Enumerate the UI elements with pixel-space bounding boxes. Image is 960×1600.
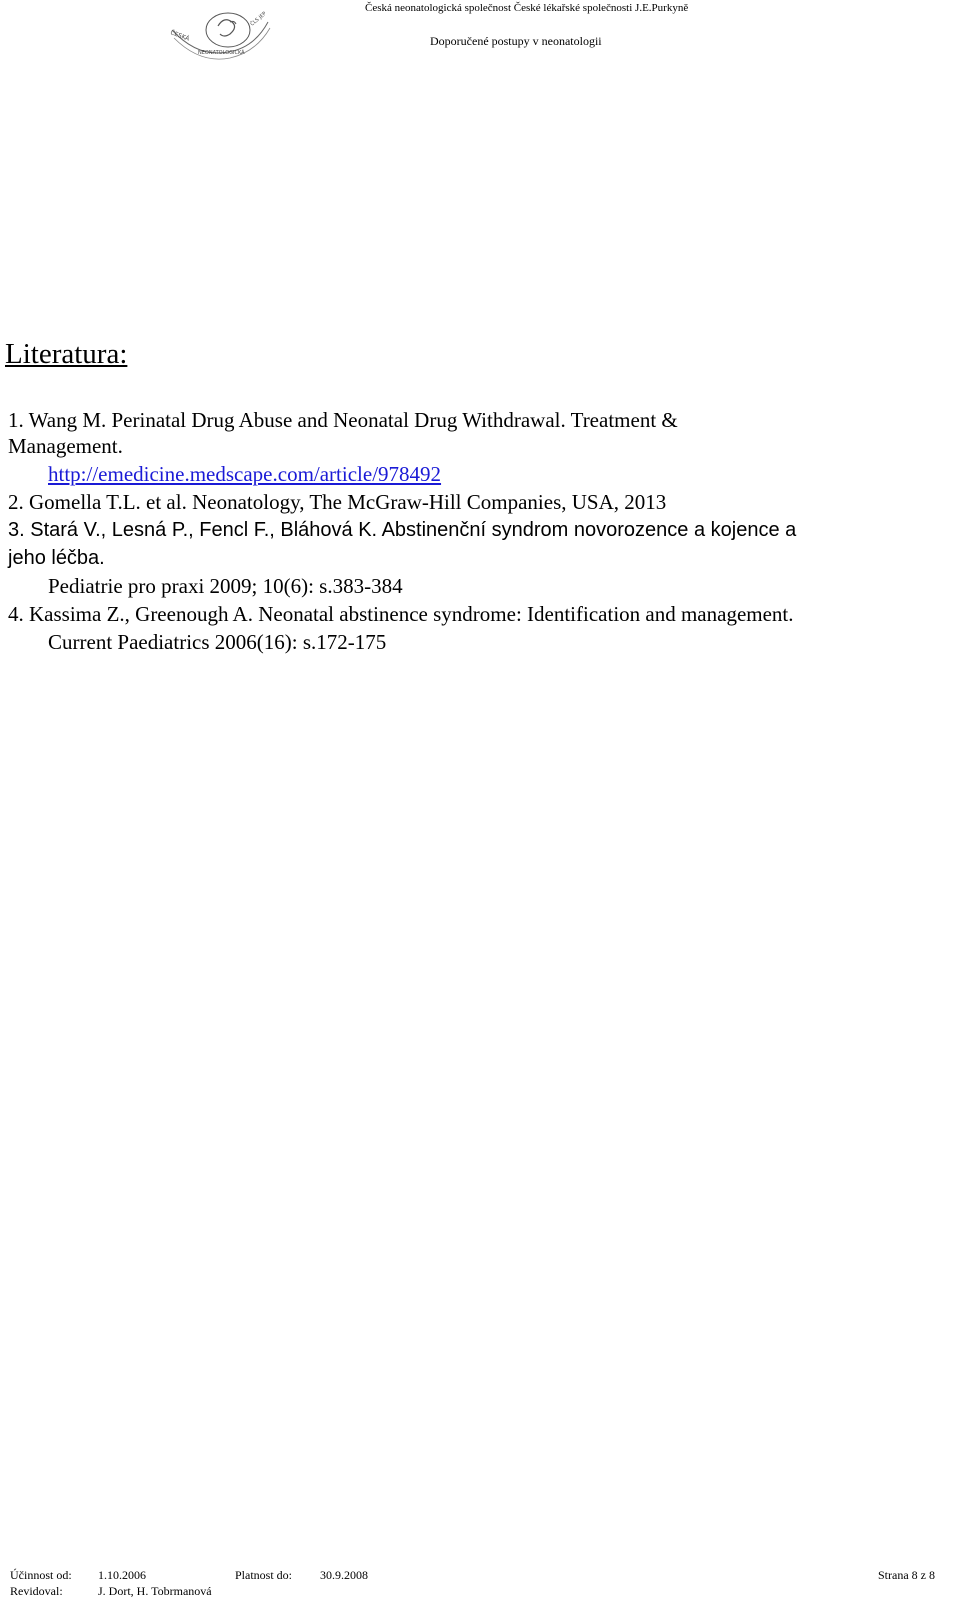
reference-1-line-1: 1. Wang M. Perinatal Drug Abuse and Neonatal Drug Withdrawal. Treatment & <box>8 408 678 432</box>
footer-ucinnost-value: 1.10.2006 <box>98 1568 146 1582</box>
svg-text:NEONATOLOGICKÁ: NEONATOLOGICKÁ <box>198 50 245 56</box>
reference-1-line-2: Management. <box>8 434 123 458</box>
reference-3-line-3: Pediatrie pro praxi 2009; 10(6): s.383-384 <box>48 574 403 598</box>
literature-heading: Literatura: <box>5 338 128 370</box>
footer-revidoval-value: J. Dort, H. Tobrmanová <box>98 1584 212 1598</box>
svg-text:ČLS JEP: ČLS JEP <box>249 10 268 28</box>
header-subtitle: Doporučené postupy v neonatologii <box>430 34 602 48</box>
footer-platnost-label: Platnost do: <box>235 1568 293 1582</box>
footer-page-number: Strana 8 z 8 <box>878 1568 935 1582</box>
logo-seal-icon <box>168 8 274 62</box>
reference-4-line-1: 4. Kassima Z., Greenough A. Neonatal abstinence syndrome: Identification and management. <box>8 602 794 626</box>
reference-3-line-1: 3. Stará V., Lesná P., Fencl F., Bláhová K. Abstinenční syndrom novorozence a kojence a <box>8 519 797 541</box>
header-society: Česká neonatologická společnost České lékařské společnosti J.E.Purkyně <box>365 2 689 14</box>
footer-revidoval-label: Revidoval: <box>10 1584 63 1598</box>
reference-2: 2. Gomella T.L. et al. Neonatology, The McGraw-Hill Companies, USA, 2013 <box>8 490 667 514</box>
reference-1-link[interactable]: http://emedicine.medscape.com/article/978492 <box>48 462 442 486</box>
reference-3-line-2: jeho léčba. <box>8 547 105 569</box>
reference-4-line-2: Current Paediatrics 2006(16): s.172-175 <box>48 630 387 654</box>
footer-platnost-value: 30.9.2008 <box>320 1568 368 1582</box>
society-logo <box>168 8 274 62</box>
svg-text:ČESKÁ: ČESKÁ <box>169 29 191 43</box>
footer-ucinnost-label: Účinnost od: <box>10 1568 72 1582</box>
